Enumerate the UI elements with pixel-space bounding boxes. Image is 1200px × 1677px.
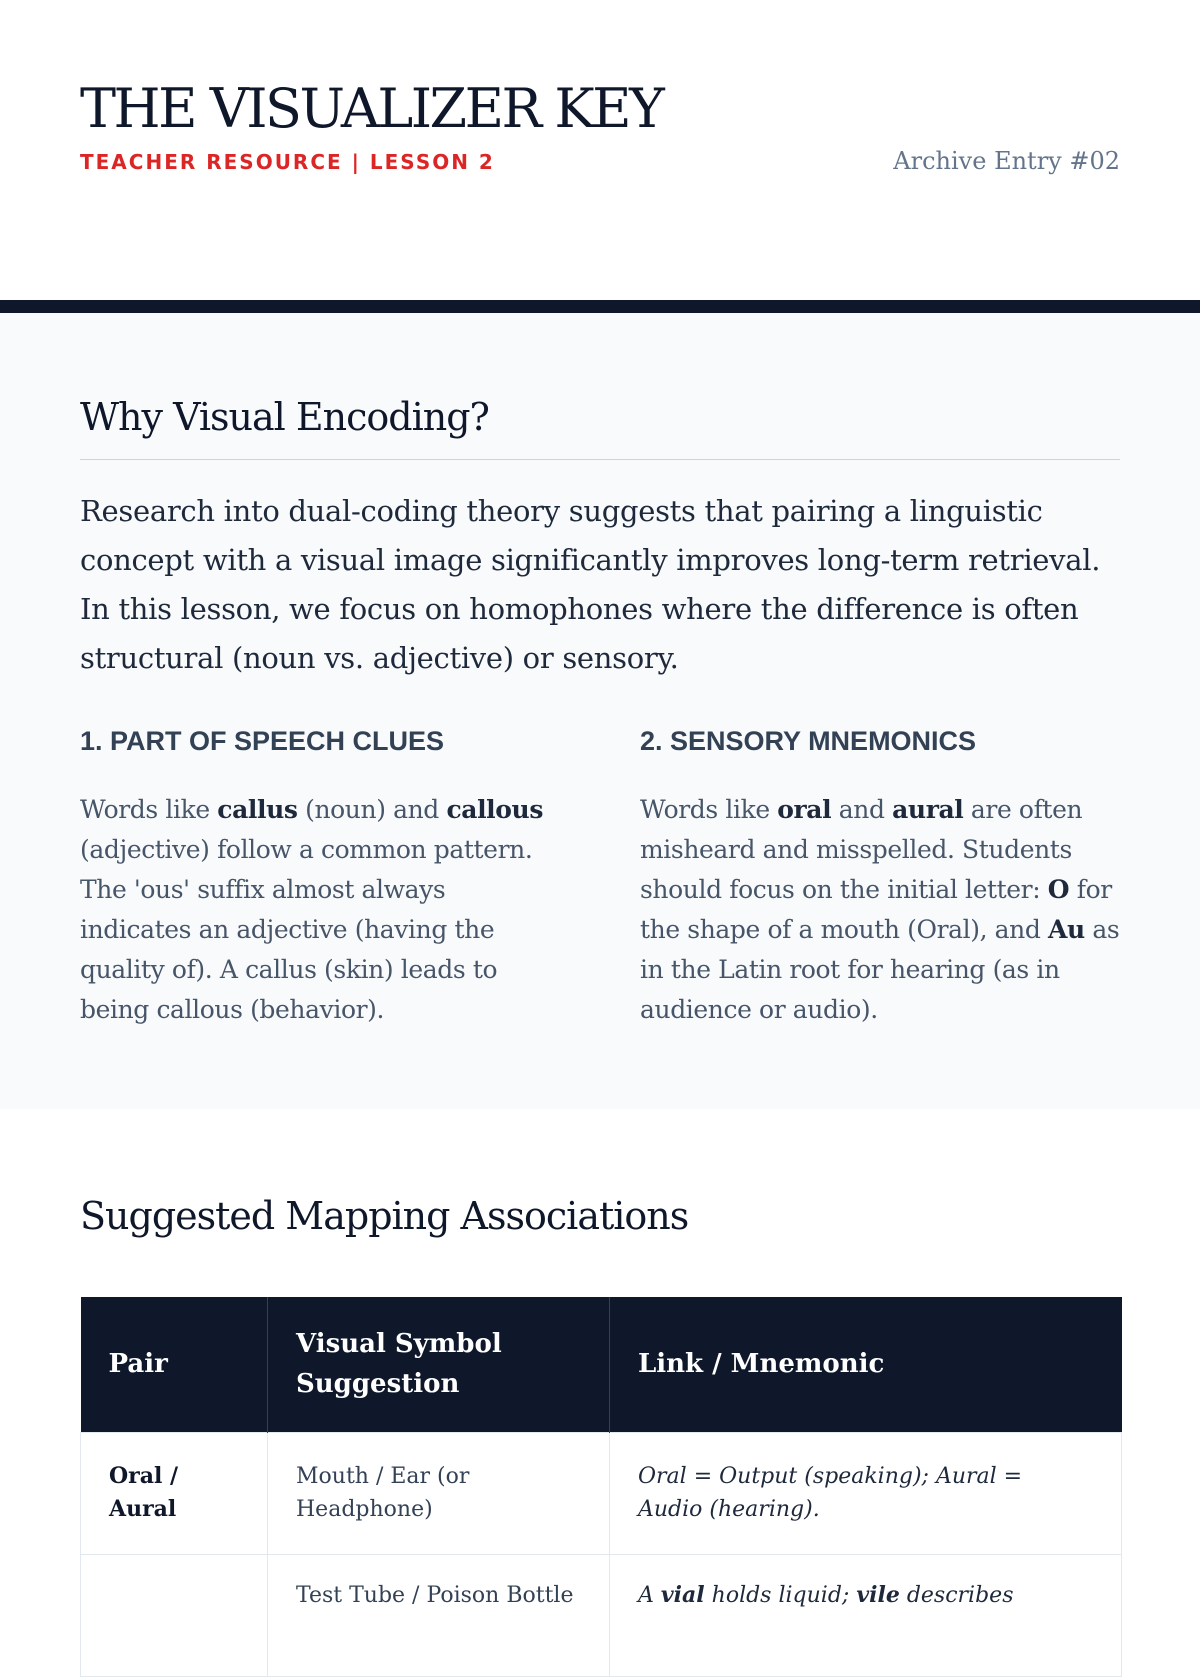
column-header-visual-symbol: Visual Symbol Suggestion — [268, 1297, 610, 1432]
pair-cell — [81, 1554, 268, 1676]
symbol-cell: Mouth / Ear (or Headphone) — [268, 1432, 610, 1554]
text-run: A — [638, 1582, 661, 1608]
page-title: THE VISUALIZER KEY — [80, 77, 663, 140]
part-of-speech-heading: 1. PART OF SPEECH CLUES — [80, 726, 445, 756]
term-vile: vile — [856, 1581, 900, 1608]
intro-heading-divider — [80, 459, 1120, 460]
text-run: are often misheard and misspelled. Students should focus on the initial letter: — [640, 795, 1083, 904]
symbol-cell: Test Tube / Poison Bottle — [268, 1554, 610, 1676]
part-of-speech-column — [80, 725, 560, 1030]
sensory-mnemonics-text — [640, 790, 1120, 1030]
part-of-speech-text — [80, 790, 560, 1030]
mapping-heading: Suggested Mapping Associations — [80, 1194, 689, 1238]
text-run: (adjective) follow a common pattern. The 'ous' suffix almost always indicates an adjective (having the quality of). A callus (skin) leads to being callous (behavior). — [80, 835, 533, 1024]
intro-section — [0, 313, 1200, 1109]
text-run: holds liquid; — [704, 1582, 857, 1608]
term-aural: aural — [892, 795, 964, 824]
mnemonic-cell: Oral = Output (speaking); Aural = Audio (hearing). — [610, 1432, 1122, 1554]
text-run: (noun) and — [297, 795, 447, 824]
term-vial: vial — [660, 1581, 705, 1608]
sensory-mnemonics-column — [640, 725, 1120, 1030]
text-run: Words like — [640, 795, 778, 824]
column-header-pair: Pair — [81, 1297, 268, 1432]
archive-entry-label: Archive Entry #02 — [893, 147, 1120, 175]
term-callous: callous — [446, 795, 544, 824]
table-header-row — [81, 1297, 1122, 1432]
term-oral: oral — [777, 795, 832, 824]
column-header-link: Link / Mnemonic — [610, 1297, 1122, 1432]
table-row — [81, 1432, 1122, 1554]
text-run: for the shape of a mouth (Oral), and — [640, 875, 1112, 944]
pair-cell: Oral / Aural — [81, 1432, 268, 1554]
text-run: as in the Latin root for hearing (as in audience or audio). — [640, 915, 1120, 1024]
mapping-section — [0, 1109, 1200, 1608]
intro-paragraph: Research into dual-coding theory suggests that pairing a linguistic concept with a visual image significantly improves long-term retrieval. In this lesson, we focus on homophones where the difference is often structural (noun vs. adjective) or sensory. — [80, 494, 1101, 675]
table-row — [81, 1554, 1122, 1676]
letters-au: Au — [1048, 915, 1085, 944]
text-run: Words like — [80, 795, 218, 824]
intro-heading: Why Visual Encoding? — [80, 395, 489, 439]
page-header — [0, 0, 1200, 300]
mnemonic-cell — [610, 1554, 1122, 1676]
header-divider — [0, 300, 1200, 313]
letter-o: O — [1047, 875, 1070, 904]
text-run: and — [831, 795, 893, 824]
term-callus: callus — [217, 795, 298, 824]
text-run: describes — [899, 1582, 1014, 1608]
mapping-table — [80, 1297, 1122, 1677]
resource-subtitle: TEACHER RESOURCE | LESSON 2 — [80, 150, 495, 174]
sensory-mnemonics-heading: 2. SENSORY MNEMONICS — [640, 726, 977, 756]
